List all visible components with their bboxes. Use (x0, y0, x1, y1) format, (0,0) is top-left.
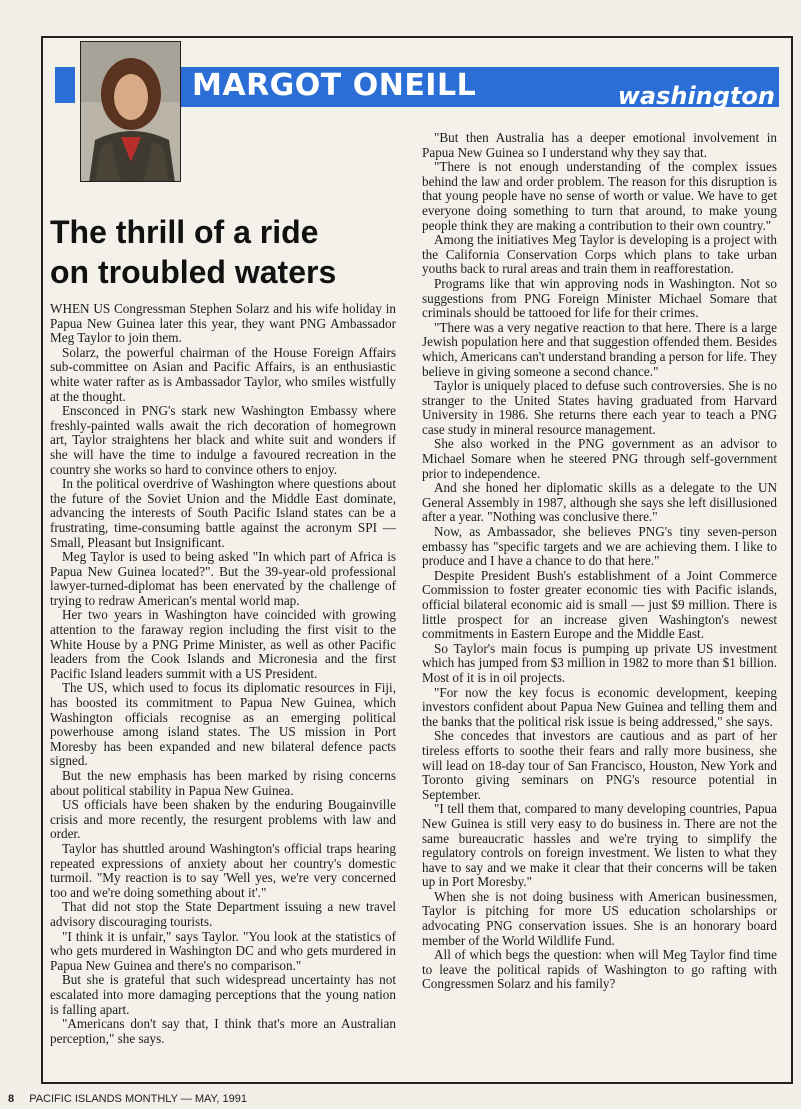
paragraph: All of which begs the question: when will Meg Taylor find time to leave the political rapids of Washington to go rafting with Congressmen Solarz and his family? (422, 947, 777, 992)
paragraph: Taylor is uniquely placed to defuse such controversies. She is no stranger to the United States having graduated from Harvard University in 1986. She returns there each year to teach a PNG case study in mineral resource management. (422, 378, 777, 437)
paragraph: WHEN US Congressman Stephen Solarz and his wife holiday in Papua New Guinea later this year, they want PNG Ambassador Meg Taylor to join them. (50, 301, 396, 346)
right-column (422, 131, 777, 992)
paragraph: But the new emphasis has been marked by rising concerns about political stability in Papua New Guinea. (50, 768, 396, 798)
headline (50, 212, 400, 292)
publication-line: PACIFIC ISLANDS MONTHLY — MAY, 1991 (29, 1093, 248, 1105)
left-column (50, 302, 396, 1046)
paragraph: Among the initiatives Meg Taylor is developing is a project with the California Conservation Corps which plans to take urban youths back to rural areas and train them in reafforestation. (422, 232, 777, 277)
paragraph: Her two years in Washington have coincided with growing attention to the faraway region including the first visit to the White House by a PNG Prime Minister, as well as other Pacific leaders from the Cook Islands and Micronesia and the first Pacific Island leaders summit with a US President. (50, 607, 396, 681)
paragraph: "I tell them that, compared to many developing countries, Papua New Guinea is still very easy to do business in. There are not the same bureaucratic hassles and we're trying to simplify the regulatory controls on foreign investment. We listen to what they have to say and we make it clear that their concerns will be taken up in Port Moresby." (422, 801, 777, 890)
banner-accent (55, 67, 75, 103)
paragraph: That did not stop the State Department issuing a new travel advisory discouraging tourists. (50, 899, 396, 929)
paragraph: Now, as Ambassador, she believes PNG's tiny seven-person embassy has "specific targets and we are achieving them. I like to produce and I have a chance to do that here." (422, 524, 777, 569)
page-number: 8 (8, 1093, 15, 1105)
paragraph: And she honed her diplomatic skills as a delegate to the UN General Assembly in 1987, although she says she left disillusioned after a year. "Nothing was conclusive there." (422, 480, 777, 525)
paragraph: When she is not doing business with American businessmen, Taylor is pitching for more US education scholarships or advocating PNG conservation issues. She is an honorary board member of the World Wildlife Fund. (422, 888, 777, 948)
paragraph: In the political overdrive of Washington where questions about the future of the Soviet Union and the Middle East dominate, advancing the interests of South Pacific Island states can be a frustrating, time-consuming battle against the acronym SPI — Small, Pleasant but Insignificant. (50, 476, 396, 550)
paragraph: US officials have been shaken by the enduring Bougainville crisis and more recently, the resurgent problems with law and order. (50, 797, 396, 842)
paragraph: "For now the key focus is economic development, keeping investors confident about Papua New Guinea and telling them and the banks that the political risk issue is being addressed," she says. (422, 684, 777, 729)
headline-line-1: The thrill of a ride (50, 214, 319, 250)
paragraph: "There is not enough understanding of the complex issues behind the law and order problem. The reason for this disruption is that young people have no sense of worth or value. We have to get everyone doing something to turn that around, to make young people think they are making a contribution to their own country." (422, 159, 777, 233)
paragraph: She concedes that investors are cautious and as part of her tireless efforts to soothe their fears and rally more business, she will lead on 18-day tour of San Francisco, Houston, New York and Toronto giving seminars on PNG's resource potential in September. (422, 728, 777, 802)
paragraph: Despite President Bush's establishment of a Joint Commerce Commission to foster greater economic ties with Pacific islands, official bilateral economic aid is small — just $9 million. There is little prospect for an increase given Washington's newest commitments in Eastern Europe and the Middle East. (422, 567, 777, 642)
paragraph: Solarz, the powerful chairman of the House Foreign Affairs sub-committee on Asian and Pacific Affairs, is an enthusiastic white water rafter as is Ambassador Taylor, who smiles wistfully at the thought. (50, 344, 396, 404)
paragraph: "Americans don't say that, I think that's more an Australian perception," she says. (50, 1016, 396, 1046)
paragraph: "But then Australia has a deeper emotional involvement in Papua New Guinea so I understand why they say that. (422, 130, 777, 160)
paragraph: Taylor has shuttled around Washington's official traps hearing repeated expressions of anxiety about her country's domestic turmoil. "My reaction is to say 'Well yes, we're very concerned too and we're doing something about it'." (50, 840, 396, 900)
headline-line-2: on troubled waters (50, 254, 337, 290)
paragraph: Ensconced in PNG's stark new Washington Embassy where freshly-painted walls await the rich decoration of homegrown art, Taylor straightens her black and white suit and wonders if she will have the time to indulge a favoured recreation in the country she works so hard to convince others to enjoy. (50, 403, 396, 477)
paragraph: "There was a very negative reaction to that here. There is a large Jewish population here and that suggestion offended them. Besides which, Americans can't understand branding a person for life. They believe in giving someone a second chance." (422, 319, 777, 379)
page-footer (8, 1093, 247, 1105)
paragraph: But she is grateful that such widespread uncertainty has not escalated into more damaging perceptions that the young nation is falling apart. (50, 972, 396, 1017)
paragraph: Programs like that win approving nods in Washington. Not so suggestions from PNG Foreign Minister Michael Somare that criminals should be tattooed for life for their crimes. (422, 275, 777, 321)
paragraph: Meg Taylor is used to being asked "In which part of Africa is Papua New Guinea located?". But the 39-year-old professional lawyer-turned-diplomat has been enervated by the challenge of trying to redraw American's mental world map. (50, 549, 396, 608)
paragraph: She also worked in the PNG government as an advisor to Michael Somare when he steered PNG through self-government prior to independence. (422, 436, 777, 481)
author-name: MARGOT ONEILL (192, 68, 477, 103)
dateline-city: washington (617, 82, 775, 110)
author-photo (80, 41, 181, 182)
paragraph: "I think it is unfair," says Taylor. "You look at the statistics of who gets murdered in Washington DC and who gets murdered in Papua New Guinea and there's no comparison." (50, 928, 396, 973)
paragraph: The US, which used to focus its diplomatic resources in Fiji, has boosted its commitment to Papua New Guinea, which Washington officials recognise as an emerging political powerhouse among island states. The US mission in Port Moresby has been expanded and new bilateral defence pacts signed. (50, 680, 396, 769)
paragraph: So Taylor's main focus is pumping up private US investment which has jumped from $3 million in 1982 to more than $1 billion. Most of it is in oil projects. (422, 640, 777, 685)
